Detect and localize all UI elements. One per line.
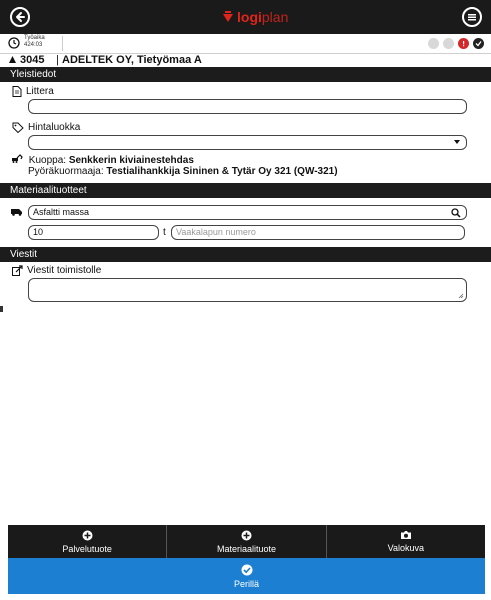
material-product-value: Asfaltti massa — [33, 207, 90, 217]
info-bar — [0, 34, 491, 54]
search-icon[interactable] — [451, 208, 461, 218]
site-number: 3045 — [20, 54, 45, 66]
loader-label: Pyöräkuormaaja: — [28, 166, 104, 177]
section-messages: Viestit — [0, 247, 491, 262]
arrived-label: Perillä — [233, 578, 259, 589]
quarry-value: Senkkerin kiviainestehdas — [68, 155, 194, 166]
menu-icon — [467, 12, 477, 22]
littera-label-row — [12, 85, 54, 97]
quantity-input[interactable] — [28, 225, 159, 240]
work-time — [24, 35, 45, 49]
plus-circle-icon — [241, 530, 252, 541]
back-button[interactable] — [10, 7, 30, 27]
edit-icon — [12, 265, 23, 276]
tag-icon — [12, 122, 24, 133]
status-check-button[interactable] — [473, 38, 484, 49]
edge-marker — [0, 306, 3, 312]
work-time-label: Työaika — [24, 35, 45, 41]
tab-material-product-label: Materiaalituote — [216, 543, 277, 554]
hintaluokka-label: Hintaluokka — [28, 121, 81, 133]
hintaluokka-label-row — [12, 121, 80, 133]
work-time-value: 424:03 — [24, 42, 43, 48]
material-product-input[interactable] — [28, 205, 467, 220]
quarry-label: Kuoppa: — [28, 155, 67, 166]
top-bar — [0, 0, 491, 34]
back-arrow-icon — [14, 11, 26, 23]
camera-icon — [400, 530, 412, 540]
tab-photo[interactable] — [327, 525, 485, 558]
messages-textarea[interactable] — [28, 278, 467, 302]
littera-input[interactable] — [28, 99, 467, 114]
resize-grip-icon[interactable] — [458, 293, 464, 299]
clock-icon — [8, 37, 20, 49]
chevron-down-icon — [454, 140, 460, 144]
triangle-up-icon — [8, 55, 17, 64]
status-alert-button[interactable] — [458, 38, 469, 49]
bottom-tabs — [8, 525, 485, 558]
unit-label: t — [163, 227, 166, 238]
hintaluokka-select[interactable] — [28, 135, 467, 150]
tab-service-product-label: Palvelutuote — [62, 543, 112, 554]
check-icon — [475, 40, 482, 47]
site-separator: | — [56, 54, 59, 66]
loader-value: Testialihankkija Sininen & Tytär Oy 321 (QW-321) — [106, 166, 338, 177]
logo-text-2: plan — [261, 9, 289, 25]
site-row — [0, 54, 491, 66]
check-circle-icon — [241, 564, 253, 576]
logo-mark-icon — [222, 11, 234, 23]
menu-button[interactable] — [462, 7, 482, 27]
section-material: Materiaalituotteet — [0, 183, 491, 198]
section-general: Yleistiedot — [0, 67, 491, 82]
status-dot-2[interactable] — [443, 38, 454, 49]
site-name: ADELTEK OY, Tietyömaa A — [62, 54, 202, 66]
tab-photo-label: Valokuva — [387, 543, 424, 553]
messages-label-row — [12, 264, 101, 276]
truck-icon — [11, 207, 23, 216]
scale-ticket-input[interactable] — [171, 225, 465, 240]
scale-ticket-placeholder: Vaakalapun numero — [176, 227, 256, 237]
tab-material-product[interactable] — [167, 525, 326, 558]
alert-icon — [460, 40, 467, 47]
messages-label: Viestit toimistolle — [27, 264, 102, 276]
divider — [62, 36, 63, 51]
excavator-icon — [12, 154, 23, 163]
document-icon — [12, 86, 22, 97]
littera-label: Littera — [26, 85, 54, 97]
logo-text-1: logi — [237, 9, 262, 25]
plus-circle-icon — [82, 530, 93, 541]
loader-line — [28, 166, 338, 178]
quantity-value: 10 — [33, 227, 44, 237]
app-logo — [222, 9, 288, 25]
tab-service-product[interactable] — [8, 525, 167, 558]
arrived-button[interactable] — [8, 558, 485, 594]
status-dot-1[interactable] — [428, 38, 439, 49]
